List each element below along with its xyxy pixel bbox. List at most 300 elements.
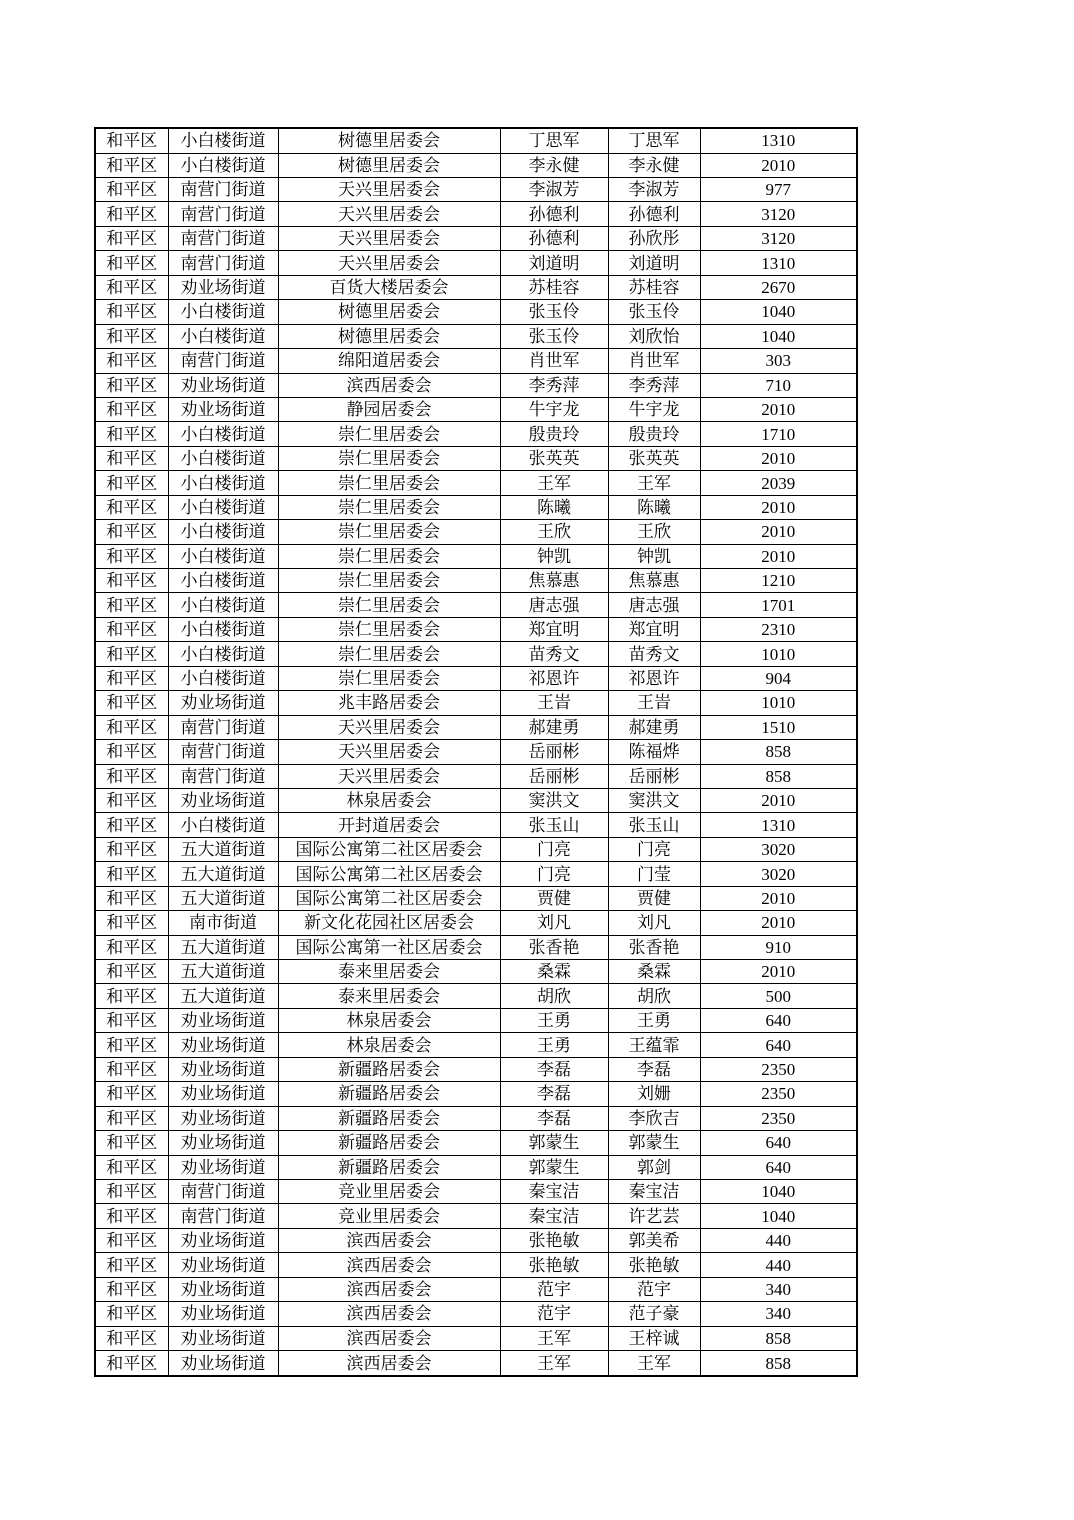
table-cell-street: 南营门街道 [168, 1204, 278, 1228]
table-cell-district: 和平区 [95, 251, 168, 275]
table-cell-street: 小白楼街道 [168, 446, 278, 470]
table-cell-street: 小白楼街道 [168, 813, 278, 837]
table-row [95, 960, 857, 984]
table-cell-committee: 泰来里居委会 [278, 984, 500, 1008]
table-cell-name-2: 刘道明 [608, 251, 700, 275]
table-row [95, 642, 857, 666]
table-cell-amount: 2039 [700, 471, 857, 495]
table-cell-name-2: 牛宇龙 [608, 397, 700, 421]
table-cell-name-2: 殷贵玲 [608, 422, 700, 446]
table-row [95, 1008, 857, 1032]
table-cell-name-2: 孙德利 [608, 202, 700, 226]
table-row [95, 544, 857, 568]
table-row [95, 617, 857, 641]
table-cell-name-1: 郭蒙生 [500, 1155, 608, 1179]
table-cell-street: 南市街道 [168, 911, 278, 935]
table-cell-district: 和平区 [95, 569, 168, 593]
table-cell-name-2: 郝建勇 [608, 715, 700, 739]
table-row [95, 1204, 857, 1228]
table-cell-street: 劝业场街道 [168, 1155, 278, 1179]
table-cell-district: 和平区 [95, 593, 168, 617]
table-cell-name-1: 秦宝洁 [500, 1204, 608, 1228]
table-row [95, 1302, 857, 1326]
table-cell-district: 和平区 [95, 715, 168, 739]
table-cell-street: 劝业场街道 [168, 1057, 278, 1081]
table-cell-street: 劝业场街道 [168, 275, 278, 299]
table-cell-name-2: 秦宝洁 [608, 1179, 700, 1203]
table-cell-amount: 2350 [700, 1106, 857, 1130]
table-cell-amount: 3120 [700, 202, 857, 226]
table-cell-amount: 2350 [700, 1057, 857, 1081]
table-cell-name-1: 苏桂容 [500, 275, 608, 299]
table-cell-district: 和平区 [95, 1033, 168, 1057]
table-cell-name-1: 殷贵玲 [500, 422, 608, 446]
table-cell-name-1: 李永健 [500, 153, 608, 177]
table-cell-district: 和平区 [95, 1302, 168, 1326]
table-cell-district: 和平区 [95, 471, 168, 495]
table-cell-name-1: 张香艳 [500, 935, 608, 959]
table-cell-name-2: 肖世军 [608, 349, 700, 373]
table-cell-amount: 640 [700, 1008, 857, 1032]
table-cell-street: 劝业场街道 [168, 397, 278, 421]
table-cell-committee: 静园居委会 [278, 397, 500, 421]
table-cell-name-1: 王军 [500, 471, 608, 495]
table-cell-street: 南营门街道 [168, 764, 278, 788]
table-cell-street: 劝业场街道 [168, 691, 278, 715]
table-cell-committee: 竞业里居委会 [278, 1204, 500, 1228]
table-cell-district: 和平区 [95, 935, 168, 959]
table-row [95, 226, 857, 250]
table-cell-street: 小白楼街道 [168, 520, 278, 544]
table-cell-committee: 国际公寓第二社区居委会 [278, 862, 500, 886]
table-cell-amount: 2010 [700, 886, 857, 910]
table-cell-district: 和平区 [95, 1351, 168, 1376]
table-row [95, 862, 857, 886]
table-cell-name-2: 李磊 [608, 1057, 700, 1081]
table-cell-name-1: 胡欣 [500, 984, 608, 1008]
table-cell-street: 劝业场街道 [168, 1008, 278, 1032]
table-row [95, 1106, 857, 1130]
table-cell-district: 和平区 [95, 1253, 168, 1277]
table-cell-street: 小白楼街道 [168, 300, 278, 324]
table-cell-district: 和平区 [95, 300, 168, 324]
table-cell-name-2: 李欣吉 [608, 1106, 700, 1130]
table-cell-street: 南营门街道 [168, 178, 278, 202]
table-cell-name-2: 焦慕惠 [608, 569, 700, 593]
table-row [95, 886, 857, 910]
table-cell-amount: 3020 [700, 837, 857, 861]
table-cell-name-1: 范宇 [500, 1277, 608, 1301]
table-cell-district: 和平区 [95, 788, 168, 812]
table-cell-amount: 2310 [700, 617, 857, 641]
table-cell-name-1: 秦宝洁 [500, 1179, 608, 1203]
table-cell-district: 和平区 [95, 324, 168, 348]
table-cell-district: 和平区 [95, 275, 168, 299]
table-cell-district: 和平区 [95, 1131, 168, 1155]
table-cell-street: 劝业场街道 [168, 1302, 278, 1326]
table-cell-name-1: 张玉山 [500, 813, 608, 837]
table-cell-street: 小白楼街道 [168, 324, 278, 348]
table-cell-street: 劝业场街道 [168, 1351, 278, 1376]
table-cell-name-1: 牛宇龙 [500, 397, 608, 421]
table-cell-name-1: 王勇 [500, 1033, 608, 1057]
table-cell-street: 小白楼街道 [168, 666, 278, 690]
table-cell-committee: 新疆路居委会 [278, 1131, 500, 1155]
table-cell-committee: 新文化花园社区居委会 [278, 911, 500, 935]
table-cell-committee: 新疆路居委会 [278, 1155, 500, 1179]
table-cell-committee: 国际公寓第一社区居委会 [278, 935, 500, 959]
table-cell-name-2: 孙欣彤 [608, 226, 700, 250]
table-cell-committee: 新疆路居委会 [278, 1082, 500, 1106]
table-cell-district: 和平区 [95, 544, 168, 568]
table-cell-district: 和平区 [95, 911, 168, 935]
table-row [95, 788, 857, 812]
table-cell-street: 南营门街道 [168, 226, 278, 250]
table-cell-district: 和平区 [95, 1228, 168, 1252]
table-row [95, 446, 857, 470]
table-cell-name-2: 许艺芸 [608, 1204, 700, 1228]
table-row [95, 520, 857, 544]
table-cell-name-2: 李秀萍 [608, 373, 700, 397]
table-row [95, 300, 857, 324]
table-row [95, 324, 857, 348]
table-cell-street: 小白楼街道 [168, 593, 278, 617]
table-cell-amount: 3020 [700, 862, 857, 886]
table-cell-name-1: 郭蒙生 [500, 1131, 608, 1155]
table-cell-name-2: 郭美希 [608, 1228, 700, 1252]
table-cell-amount: 440 [700, 1228, 857, 1252]
table-cell-name-2: 岳丽彬 [608, 764, 700, 788]
table-cell-district: 和平区 [95, 740, 168, 764]
table-cell-amount: 2010 [700, 788, 857, 812]
table-cell-district: 和平区 [95, 153, 168, 177]
table-cell-amount: 977 [700, 178, 857, 202]
table-cell-name-2: 丁思军 [608, 128, 700, 153]
table-cell-district: 和平区 [95, 666, 168, 690]
table-cell-committee: 林泉居委会 [278, 1008, 500, 1032]
table-cell-name-1: 丁思军 [500, 128, 608, 153]
table-cell-committee: 滨西居委会 [278, 1253, 500, 1277]
table-cell-name-1: 孙德利 [500, 226, 608, 250]
table-cell-street: 南营门街道 [168, 251, 278, 275]
table-row [95, 1326, 857, 1350]
table-cell-name-2: 王欣 [608, 520, 700, 544]
table-cell-amount: 1210 [700, 569, 857, 593]
table-cell-name-2: 胡欣 [608, 984, 700, 1008]
table-cell-name-2: 郑宜明 [608, 617, 700, 641]
table-cell-street: 小白楼街道 [168, 569, 278, 593]
table-row [95, 1277, 857, 1301]
table-cell-name-2: 祁恩许 [608, 666, 700, 690]
table-cell-district: 和平区 [95, 960, 168, 984]
table-row [95, 813, 857, 837]
table-cell-name-1: 刘道明 [500, 251, 608, 275]
table-cell-street: 劝业场街道 [168, 373, 278, 397]
table-cell-committee: 崇仁里居委会 [278, 617, 500, 641]
table-cell-name-2: 门亮 [608, 837, 700, 861]
table-cell-amount: 2010 [700, 397, 857, 421]
table-cell-committee: 树德里居委会 [278, 324, 500, 348]
table-cell-amount: 858 [700, 764, 857, 788]
table-cell-street: 小白楼街道 [168, 128, 278, 153]
table-cell-committee: 崇仁里居委会 [278, 593, 500, 617]
table-cell-amount: 1040 [700, 300, 857, 324]
table-row [95, 1351, 857, 1376]
table-row [95, 373, 857, 397]
table-row [95, 1253, 857, 1277]
table-cell-committee: 开封道居委会 [278, 813, 500, 837]
table-cell-district: 和平区 [95, 349, 168, 373]
table-cell-committee: 崇仁里居委会 [278, 422, 500, 446]
table-cell-amount: 1701 [700, 593, 857, 617]
table-cell-name-2: 窦洪文 [608, 788, 700, 812]
table-cell-amount: 500 [700, 984, 857, 1008]
table-cell-street: 小白楼街道 [168, 495, 278, 519]
table-row [95, 764, 857, 788]
table-cell-name-1: 苗秀文 [500, 642, 608, 666]
table-row [95, 1228, 857, 1252]
table-cell-committee: 崇仁里居委会 [278, 495, 500, 519]
table-row [95, 715, 857, 739]
table-cell-committee: 崇仁里居委会 [278, 471, 500, 495]
table-cell-street: 劝业场街道 [168, 1131, 278, 1155]
table-cell-amount: 1310 [700, 128, 857, 153]
table-cell-amount: 1710 [700, 422, 857, 446]
table-cell-street: 五大道街道 [168, 837, 278, 861]
table-cell-street: 小白楼街道 [168, 422, 278, 446]
table-cell-committee: 天兴里居委会 [278, 226, 500, 250]
table-cell-name-1: 岳丽彬 [500, 740, 608, 764]
table-cell-street: 劝业场街道 [168, 1106, 278, 1130]
data-table [94, 127, 858, 1377]
table-cell-amount: 2010 [700, 495, 857, 519]
table-cell-name-2: 钟凯 [608, 544, 700, 568]
table-cell-committee: 滨西居委会 [278, 1277, 500, 1301]
table-cell-name-1: 窦洪文 [500, 788, 608, 812]
table-cell-committee: 新疆路居委会 [278, 1106, 500, 1130]
table-cell-name-1: 李淑芳 [500, 178, 608, 202]
table-cell-name-1: 王峕 [500, 691, 608, 715]
table-cell-street: 小白楼街道 [168, 544, 278, 568]
table-row [95, 1179, 857, 1203]
table-cell-name-2: 王军 [608, 471, 700, 495]
table-cell-name-1: 刘凡 [500, 911, 608, 935]
table-cell-name-1: 张玉伶 [500, 324, 608, 348]
table-cell-name-2: 李永健 [608, 153, 700, 177]
table-row [95, 666, 857, 690]
table-row [95, 1057, 857, 1081]
table-cell-committee: 国际公寓第二社区居委会 [278, 837, 500, 861]
table-row [95, 1033, 857, 1057]
table-row [95, 153, 857, 177]
table-cell-committee: 天兴里居委会 [278, 715, 500, 739]
table-cell-street: 劝业场街道 [168, 1326, 278, 1350]
table-row [95, 984, 857, 1008]
table-cell-committee: 天兴里居委会 [278, 178, 500, 202]
table-cell-committee: 天兴里居委会 [278, 764, 500, 788]
table-cell-amount: 640 [700, 1033, 857, 1057]
table-cell-committee: 林泉居委会 [278, 1033, 500, 1057]
table-cell-name-1: 桑霖 [500, 960, 608, 984]
table-row [95, 202, 857, 226]
table-cell-street: 南营门街道 [168, 740, 278, 764]
table-row [95, 178, 857, 202]
table-cell-street: 小白楼街道 [168, 153, 278, 177]
table-cell-district: 和平区 [95, 1082, 168, 1106]
table-cell-committee: 百货大楼居委会 [278, 275, 500, 299]
table-cell-amount: 2010 [700, 520, 857, 544]
table-row [95, 397, 857, 421]
table-cell-name-1: 门亮 [500, 862, 608, 886]
table-cell-committee: 崇仁里居委会 [278, 446, 500, 470]
table-cell-street: 劝业场街道 [168, 788, 278, 812]
table-cell-name-1: 肖世军 [500, 349, 608, 373]
table-cell-name-1: 门亮 [500, 837, 608, 861]
table-cell-amount: 1040 [700, 1179, 857, 1203]
table-cell-committee: 树德里居委会 [278, 153, 500, 177]
table-cell-district: 和平区 [95, 178, 168, 202]
table-row [95, 593, 857, 617]
table-cell-name-1: 张艳敏 [500, 1253, 608, 1277]
table-cell-district: 和平区 [95, 373, 168, 397]
table-cell-name-1: 李磊 [500, 1057, 608, 1081]
table-cell-name-1: 王军 [500, 1326, 608, 1350]
table-cell-district: 和平区 [95, 1057, 168, 1081]
table-cell-street: 南营门街道 [168, 349, 278, 373]
table-cell-name-2: 刘欣怡 [608, 324, 700, 348]
table-cell-amount: 858 [700, 740, 857, 764]
table-cell-street: 南营门街道 [168, 1179, 278, 1203]
table-cell-name-2: 张香艳 [608, 935, 700, 959]
table-cell-street: 小白楼街道 [168, 617, 278, 641]
table-cell-district: 和平区 [95, 520, 168, 544]
table-cell-district: 和平区 [95, 837, 168, 861]
table-cell-name-2: 张艳敏 [608, 1253, 700, 1277]
table-cell-amount: 2010 [700, 544, 857, 568]
table-cell-name-1: 李秀萍 [500, 373, 608, 397]
table-cell-committee: 滨西居委会 [278, 373, 500, 397]
table-row [95, 349, 857, 373]
table-cell-street: 南营门街道 [168, 202, 278, 226]
table-cell-district: 和平区 [95, 495, 168, 519]
table-cell-name-1: 王勇 [500, 1008, 608, 1032]
table-cell-name-2: 陈福烨 [608, 740, 700, 764]
table-cell-committee: 滨西居委会 [278, 1326, 500, 1350]
table-cell-district: 和平区 [95, 1008, 168, 1032]
table-row [95, 691, 857, 715]
table-cell-district: 和平区 [95, 397, 168, 421]
table-cell-name-2: 刘凡 [608, 911, 700, 935]
table-row [95, 1155, 857, 1179]
table-cell-committee: 滨西居委会 [278, 1302, 500, 1326]
table-cell-street: 劝业场街道 [168, 1253, 278, 1277]
table-cell-committee: 天兴里居委会 [278, 740, 500, 764]
table-cell-amount: 2350 [700, 1082, 857, 1106]
table-cell-committee: 林泉居委会 [278, 788, 500, 812]
table-cell-name-2: 范子豪 [608, 1302, 700, 1326]
table-cell-amount: 904 [700, 666, 857, 690]
table-row [95, 471, 857, 495]
table-cell-committee: 国际公寓第二社区居委会 [278, 886, 500, 910]
table-row [95, 837, 857, 861]
table-cell-district: 和平区 [95, 1179, 168, 1203]
table-cell-name-2: 桑霖 [608, 960, 700, 984]
table-cell-amount: 2010 [700, 960, 857, 984]
table-cell-committee: 滨西居委会 [278, 1351, 500, 1376]
table-cell-name-1: 范宇 [500, 1302, 608, 1326]
table-cell-district: 和平区 [95, 617, 168, 641]
table-cell-name-2: 门莹 [608, 862, 700, 886]
table-row [95, 1082, 857, 1106]
table-cell-name-1: 李磊 [500, 1106, 608, 1130]
table-cell-committee: 崇仁里居委会 [278, 520, 500, 544]
table-cell-amount: 858 [700, 1351, 857, 1376]
table-cell-name-1: 郑宜明 [500, 617, 608, 641]
table-cell-amount: 1510 [700, 715, 857, 739]
table-cell-name-1: 祁恩许 [500, 666, 608, 690]
table-cell-district: 和平区 [95, 862, 168, 886]
table-cell-amount: 1040 [700, 1204, 857, 1228]
table-cell-name-1: 唐志强 [500, 593, 608, 617]
table-cell-name-2: 陈曦 [608, 495, 700, 519]
table-cell-amount: 3120 [700, 226, 857, 250]
table-cell-district: 和平区 [95, 1155, 168, 1179]
table-cell-amount: 1010 [700, 642, 857, 666]
table-cell-amount: 858 [700, 1326, 857, 1350]
table-body [95, 128, 857, 1376]
table-cell-amount: 440 [700, 1253, 857, 1277]
table-cell-amount: 2010 [700, 153, 857, 177]
table-cell-amount: 1310 [700, 813, 857, 837]
table-cell-name-1: 岳丽彬 [500, 764, 608, 788]
table-cell-name-2: 张玉山 [608, 813, 700, 837]
table-cell-district: 和平区 [95, 1326, 168, 1350]
table-cell-street: 劝业场街道 [168, 1277, 278, 1301]
table-cell-name-2: 唐志强 [608, 593, 700, 617]
table-cell-amount: 2010 [700, 911, 857, 935]
table-cell-street: 南营门街道 [168, 715, 278, 739]
table-cell-committee: 天兴里居委会 [278, 202, 500, 226]
table-row [95, 740, 857, 764]
table-cell-name-2: 苗秀文 [608, 642, 700, 666]
table-cell-name-1: 李磊 [500, 1082, 608, 1106]
table-cell-name-2: 王梓诚 [608, 1326, 700, 1350]
table-cell-district: 和平区 [95, 202, 168, 226]
table-cell-name-1: 张英英 [500, 446, 608, 470]
table-cell-committee: 天兴里居委会 [278, 251, 500, 275]
table-cell-name-1: 张艳敏 [500, 1228, 608, 1252]
table-cell-committee: 树德里居委会 [278, 300, 500, 324]
table-cell-name-1: 孙德利 [500, 202, 608, 226]
table-cell-district: 和平区 [95, 226, 168, 250]
table-cell-amount: 1040 [700, 324, 857, 348]
table-cell-name-1: 钟凯 [500, 544, 608, 568]
table-cell-name-2: 王军 [608, 1351, 700, 1376]
table-cell-name-2: 李淑芳 [608, 178, 700, 202]
table-row [95, 569, 857, 593]
table-cell-name-2: 苏桂容 [608, 275, 700, 299]
table-cell-street: 五大道街道 [168, 862, 278, 886]
table-cell-street: 五大道街道 [168, 886, 278, 910]
table-cell-name-2: 刘姗 [608, 1082, 700, 1106]
table-cell-name-2: 王勇 [608, 1008, 700, 1032]
table-cell-district: 和平区 [95, 886, 168, 910]
table-cell-name-2: 贾健 [608, 886, 700, 910]
table-cell-amount: 1010 [700, 691, 857, 715]
table-cell-district: 和平区 [95, 1204, 168, 1228]
table-row [95, 935, 857, 959]
table-cell-name-2: 王蕴霏 [608, 1033, 700, 1057]
